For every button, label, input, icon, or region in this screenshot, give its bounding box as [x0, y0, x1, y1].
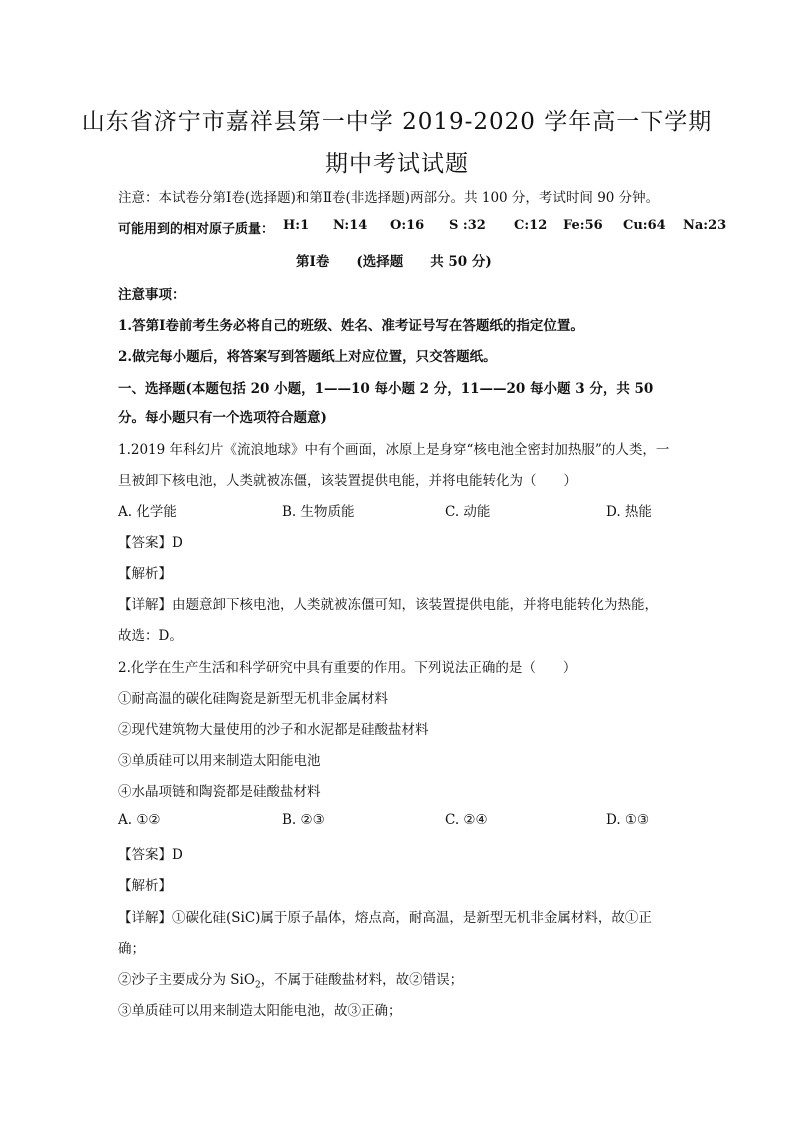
q2-detail-line4: ③单质硅可以用来制造太阳能电池，故③正确；	[118, 1003, 402, 1019]
q1-detail-line1: 【详解】由题意卸下核电池，人类就被冻僵可知，该装置提供电能，并将电能转化为热能，	[118, 597, 658, 613]
q2-answer: 【答案】D	[118, 847, 183, 863]
q1-option-a: A. 化学能	[118, 504, 177, 520]
q2-detail-line3	[118, 968, 463, 991]
exam-note: 注意：本试卷分第Ⅰ卷(选择题)和第Ⅱ卷(非选择题)两部分。共 100 分，考试时间 90 分钟。	[118, 190, 660, 206]
q2-statement-2: ②现代建筑物大量使用的沙子和水泥都是硅酸盐材料	[118, 722, 429, 738]
q1-option-d: D. 热能	[606, 504, 652, 520]
q2-detail-line1: 【详解】①碳化硅(SiC)属于原子晶体，熔点高，耐高温，是新型无机非金属材料，故①正	[118, 910, 652, 926]
atomic-mass-item: Na:23	[683, 218, 727, 233]
q1-option-b: B. 生物质能	[282, 504, 355, 520]
atomic-mass-item: Cu:64	[623, 218, 666, 233]
q2-option-d: D. ①③	[606, 812, 650, 828]
notice-title: 注意事项：	[118, 287, 186, 303]
document-title-line2: 期中考试试题	[325, 151, 469, 177]
q2-option-a: A. ①②	[118, 812, 161, 828]
q2-stem: 2.化学在生产生活和科学研究中具有重要的作用。下列说法正确的是（ ）	[118, 660, 577, 676]
q1-detail-line2: 故选：D。	[118, 628, 183, 644]
section-title: 第Ⅰ卷 (选择题 共 50 分)	[296, 254, 492, 270]
q2-statement-4: ④水晶项链和陶瓷都是硅酸盐材料	[118, 784, 321, 800]
part1-heading-line2: 分。每小题只有一个选项符合题意)	[118, 410, 327, 426]
q2-detail-line3-post: ，不属于硅酸盐材料，故②错误；	[260, 972, 464, 988]
atomic-mass-item: O:16	[390, 218, 425, 233]
atomic-mass-item: H:1	[283, 218, 310, 233]
atomic-mass-item: N:14	[333, 218, 368, 233]
q1-answer: 【答案】D	[118, 535, 183, 551]
atomic-mass-item: C:12	[514, 218, 548, 233]
q2-detail-line2: 确；	[118, 941, 145, 957]
q2-statement-1: ①耐高温的碳化硅陶瓷是新型无机非金属材料	[118, 691, 388, 707]
subscript-2: 2	[254, 980, 261, 991]
q2-option-b: B. ②③	[282, 812, 325, 828]
notice-item-1: 1.答第Ⅰ卷前考生务必将自己的班级、姓名、准考证号写在答题纸的指定位置。	[118, 318, 584, 334]
q1-analysis-label: 【解析】	[118, 566, 172, 582]
atomic-masses-label: 可能用到的相对原子质量：	[118, 222, 275, 237]
atomic-mass-item: S :32	[449, 218, 486, 233]
q1-stem-line2: 旦被卸下核电池，人类就被冻僵，该装置提供电能，并将电能转化为（ ）	[118, 473, 577, 489]
q2-analysis-label: 【解析】	[118, 878, 172, 894]
part1-heading-line1: 一、选择题(本题包括 20 小题，1——10 每小题 2 分，11——20 每小题 3 分，共 50	[118, 381, 654, 397]
q2-detail-line3-pre: ②沙子主要成分为 SiO	[118, 972, 255, 988]
q1-option-c: C. 动能	[445, 504, 491, 520]
q2-statement-3: ③单质硅可以用来制造太阳能电池	[118, 753, 321, 769]
document-title-line1: 山东省济宁市嘉祥县第一中学 2019-2020 学年高一下学期	[81, 109, 713, 135]
q1-stem-line1: 1.2019 年科幻片《流浪地球》中有个画面，冰原上是身穿“核电池全密封加热服”的人类，一	[118, 442, 670, 458]
atomic-mass-item: Fe:56	[563, 218, 603, 233]
q2-option-c: C. ②④	[445, 812, 488, 828]
notice-item-2: 2.做完每小题后，将答案写到答题纸上对应位置，只交答题纸。	[118, 349, 497, 365]
